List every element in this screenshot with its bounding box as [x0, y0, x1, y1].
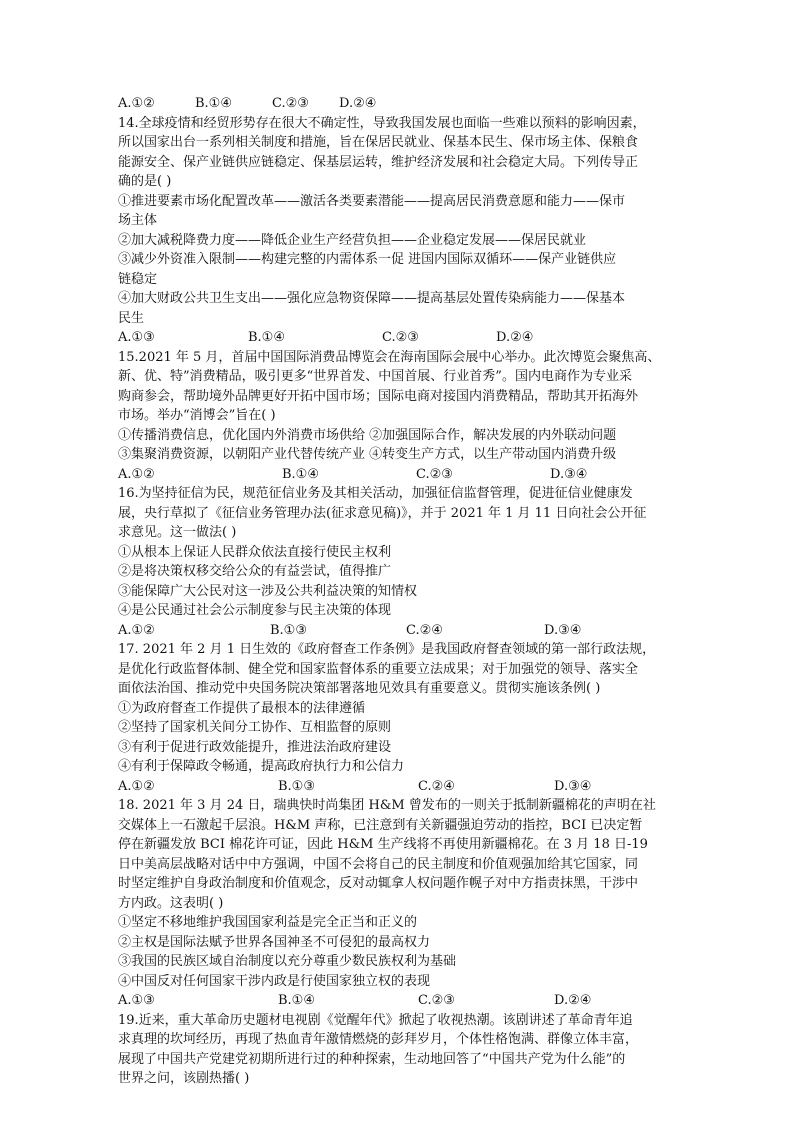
- question-line: 面依法治国、推动党中央国务院决策部署落地见效具有重要意义。贯彻实施该条例( ): [118, 681, 601, 696]
- q13-options: [118, 94, 418, 114]
- question-line: 展，央行草拟了《征信业务管理办法(征求意见稿)》，并于 2021 年 1 月 11 日向社会公开征: [118, 505, 647, 521]
- question-line: 市场。举办“消博会”旨在( ): [118, 408, 276, 423]
- option-a: A.①②: [118, 466, 155, 482]
- question-line: ①坚定不移地维护我国国家利益是完全正当和正义的: [118, 915, 418, 930]
- option-a: A.①②: [118, 96, 155, 111]
- answer-options: [118, 465, 678, 485]
- question-line: 是优化行政监督体制、健全党和国家监督体系的重要立法成果；对于加强党的领导、落实全: [118, 661, 639, 677]
- question-line: ③能保障广大公民对这一涉及公共利益决策的知情权: [118, 583, 418, 599]
- option-b: B.①④: [195, 96, 232, 111]
- option-c: C.②④: [418, 778, 455, 794]
- question-line: ①为政府督查工作提供了最根本的法律遵循: [118, 700, 366, 716]
- question-line: 日中美高层战略对话中中方强调，中国不会将自己的民主制度和价值观强加给其它国家，同: [118, 856, 639, 872]
- question-line: ①从根本上保证人民群众依法直接行使民主权利: [118, 544, 392, 560]
- question-line: 购商参会，帮助境外品牌更好开拓中国市场；国际电商对接国内消费精品，帮助其开拓海外: [118, 388, 639, 404]
- question-line: 停在新疆发放 BCI 棉花许可证，因此 H&M 生产线将不再使用新疆棉花。在 3 月 18 日-19: [118, 837, 648, 852]
- question-line: ③集聚消费资源，以朝阳产业代替传统产业 ④转变生产方式，以生产带动国内消费升级: [118, 447, 617, 462]
- option-d: D.②④: [496, 330, 534, 345]
- question-line: ②加大减税降费力度——降低企业生产经营负担——企业稳定发展——保居民就业: [118, 232, 587, 248]
- question-line: ②是将决策权移交给公众的有益尝试，值得推广: [118, 564, 392, 579]
- question-line: ③我国的民族区域自治制度以充分尊重少数民族权利为基础: [118, 954, 457, 969]
- question-line: ④有利于保障政令畅通，提高政府执行力和公信力: [118, 759, 405, 774]
- question-block: [118, 114, 678, 348]
- question-block: [118, 796, 678, 1011]
- question-line: ④中国反对任何国家干涉内政是行使国家独立权的表现: [118, 973, 431, 989]
- question-stem: 14.全球疫情和经贸形势存在很大不确定性，导致我国发展也面临一些难以预料的影响因素，: [118, 115, 646, 131]
- option-d: D.③④: [550, 466, 588, 482]
- option-b: B.①④: [278, 993, 315, 1008]
- option-a: A.①③: [118, 993, 155, 1008]
- option-d: D.②④: [554, 993, 592, 1008]
- option-d: D.②④: [339, 96, 377, 111]
- answer-options: [118, 621, 678, 641]
- option-a: A.①②: [118, 622, 155, 638]
- question-line: ③有利于促进行政效能提升，推进法治政府建设: [118, 739, 392, 755]
- question-line: 时坚定维护自身政治制度和价值观念，反对动辄拿人权问题作幌子对中方指责抹黑，干涉中: [118, 876, 639, 891]
- option-b: B.①③: [270, 622, 307, 638]
- answer-options: [118, 328, 678, 348]
- question-line: 展现了中国共产党建党初期所进行过的种种探索，生动地回答了“中国共产党为什么能”的: [118, 1051, 626, 1067]
- question-line: 链稳定: [118, 271, 158, 287]
- option-b: B.①④: [248, 330, 285, 345]
- question-block: [118, 640, 678, 796]
- question-line: ①推进要素市场化配置改革——激活各类要素潜能——提高居民消费意愿和能力——保市: [118, 193, 626, 209]
- answer-options: [118, 991, 678, 1011]
- questions: [118, 114, 678, 1089]
- question-line: 能源安全、保产业链供应链稳定、保基层运转，维护经济发展和社会稳定大局。下列传导正: [118, 154, 639, 170]
- question-line: 所以国家出台一系列相关制度和措施，旨在保居民就业、保基本民生、保市场主体、保粮食: [118, 135, 639, 150]
- option-b: B.①③: [278, 778, 315, 794]
- question-line: ③减少外资准入限制——构建完整的内需体系一促 进国内国际双循环——保产业链供应: [118, 252, 617, 267]
- question-line: 交媒体上一石激起千层浪。H&M 声称，已注意到有关新疆强迫劳动的指控，BCI 已决定暂: [118, 817, 643, 833]
- question-line: 方内政。这表明( ): [118, 895, 224, 911]
- option-b: B.①④: [282, 466, 319, 482]
- question-line: 求真理的坎坷经历，再现了热血青年激情燃烧的彭拜岁月，个体性格饱满、群像立体丰富，: [118, 1032, 639, 1047]
- question-block: [118, 484, 678, 640]
- exam-page: [118, 94, 678, 1089]
- question-line: ②坚持了国家机关间分工协作、互相监督的原则: [118, 720, 392, 735]
- question-stem: 15.2021 年 5 月，首届中国国际消费品博览会在海南国际会展中心举办。此次博览会聚焦高、: [118, 349, 661, 365]
- question-line: 新、优、特”消费精品，吸引更多“世界首发、中国首展、行业首秀”。国内电商作为专业采: [118, 369, 632, 384]
- option-d: D.③④: [544, 622, 582, 638]
- option-d: D.③④: [554, 778, 592, 794]
- answer-options: [118, 777, 678, 797]
- question-line: 求意见。这一做法( ): [118, 525, 237, 540]
- question-stem: 18. 2021 年 3 月 24 日，瑞典快时尚集团 H&M 曾发布的一则关于抵制新疆棉花的声明在社: [118, 798, 656, 813]
- question-stem: 16.为坚持征信为民，规范征信业务及其相关活动，加强征信监督管理，促进征信业健康发: [118, 486, 633, 501]
- question-block: [118, 1011, 678, 1089]
- question-line: 世界之问，该剧热播( ): [118, 1071, 250, 1086]
- question-line: 民生: [118, 310, 145, 326]
- option-c: C.②③: [382, 330, 419, 345]
- question-line: ④是公民通过社会公示制度参与民主决策的体现: [118, 603, 392, 618]
- question-block: [118, 348, 678, 485]
- question-stem: 19.近来，重大革命历史题材电视剧《觉醒年代》掀起了收视热潮。该剧讲述了革命青年追: [118, 1012, 633, 1028]
- option-c: C.②③: [418, 993, 455, 1008]
- question-line: 确的是( ): [118, 174, 172, 189]
- question-line: ①传播消费信息，优化国内外消费市场供给 ②加强国际合作，解决发展的内外联动问题: [118, 427, 617, 443]
- option-a: A.①②: [118, 778, 155, 794]
- option-c: C.②③: [272, 96, 309, 111]
- option-c: C.②④: [406, 622, 443, 638]
- question-line: 场主体: [118, 213, 158, 228]
- question-stem: 17. 2021 年 2 月 1 日生效的《政府督查工作条例》是我国政府督查领域的第一部行政法规，: [118, 642, 656, 657]
- question-line: ④加大财政公共卫生支出——强化应急物资保障——提高基层处置传染病能力——保基本: [118, 291, 626, 306]
- option-a: A.①③: [118, 330, 155, 345]
- option-c: C.②③: [416, 466, 453, 482]
- question-line: ②主权是国际法赋予世界各国神圣不可侵犯的最高权力: [118, 934, 431, 950]
